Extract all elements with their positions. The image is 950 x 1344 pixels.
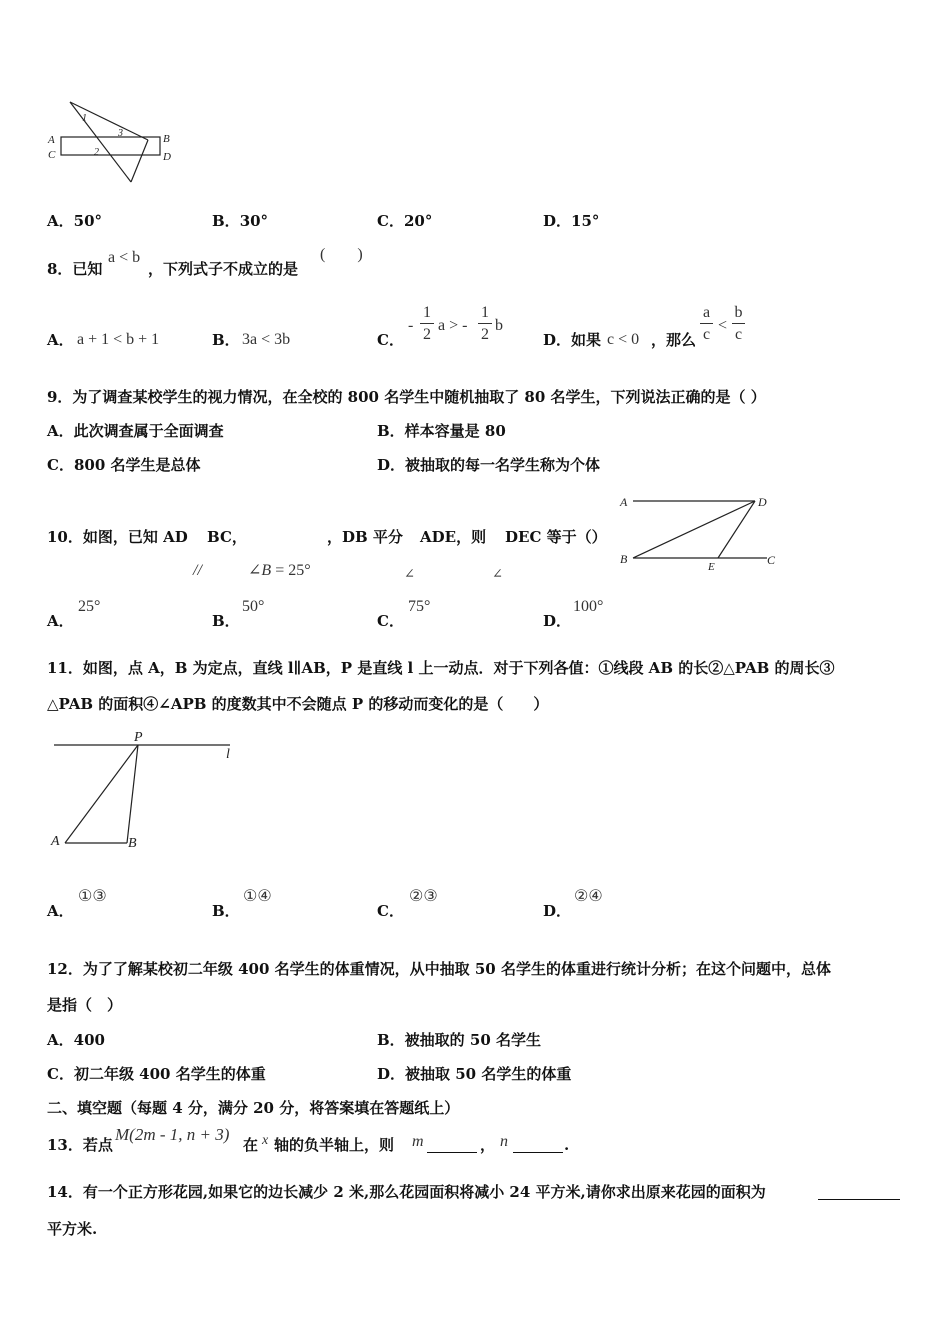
q7-label-2: 2 bbox=[94, 147, 99, 158]
q10-figure bbox=[617, 490, 787, 575]
q10-stem-e: DEC 等于（） bbox=[505, 528, 607, 546]
q11-option-c-value: ②③ bbox=[409, 888, 438, 905]
q7-figure bbox=[44, 98, 184, 188]
q10-stem-b: BC， bbox=[207, 528, 247, 546]
q8-option-d-cond: c < 0 bbox=[607, 331, 640, 348]
q8-paren: ( ) bbox=[320, 246, 363, 263]
q8-option-d-frac2: $\frac{b}{c}$ bbox=[732, 305, 745, 343]
q8-option-c-letter: C． bbox=[377, 331, 404, 349]
q8-option-b-letter: B． bbox=[212, 331, 240, 349]
q13-mid: 在 bbox=[243, 1136, 259, 1154]
q7-label-b: B bbox=[163, 133, 170, 145]
q12-option-b: B．被抽取的 50 名学生 bbox=[377, 1031, 541, 1049]
q9-option-d: D．被抽取的每一名学生称为个体 bbox=[377, 456, 601, 474]
q10-label-b: B bbox=[620, 552, 628, 566]
q13-mid2: 轴的负半轴上，则 bbox=[274, 1136, 395, 1154]
q11-option-d-value: ②④ bbox=[574, 888, 603, 905]
q9-stem: 9．为了调查某校学生的视力情况，在全校的 800 名学生中随机抽取了 80 名学生，下列说法正确的是（ ） bbox=[47, 388, 766, 406]
q8-option-d-letter: D．如果 bbox=[543, 331, 602, 349]
q10-option-a-letter: A． bbox=[47, 612, 74, 630]
q11-option-b-letter: B． bbox=[212, 902, 240, 920]
q8-option-d-lt: < bbox=[718, 317, 728, 334]
q13-prefix: 13．若点 bbox=[47, 1136, 113, 1154]
q13-comma: ， bbox=[480, 1136, 496, 1154]
q14-answer-blank[interactable] bbox=[818, 1199, 900, 1200]
q11-option-a-letter: A． bbox=[47, 902, 74, 920]
q9-option-b: B．样本容量是 80 bbox=[377, 422, 506, 440]
q7-option-d: D．15° bbox=[543, 212, 600, 230]
q7-option-c: C．20° bbox=[377, 212, 433, 230]
q11-label-b: B bbox=[128, 836, 137, 851]
q11-label-a: A bbox=[51, 834, 60, 849]
q12-option-a: A．400 bbox=[47, 1031, 105, 1049]
q8-option-a-expr: a + 1 < b + 1 bbox=[77, 331, 160, 348]
q8-option-b-expr: 3a < 3b bbox=[242, 331, 291, 348]
q12-stem-line1: 12．为了了解某校初二年级 400 名学生的体重情况，从中抽取 50 名学生的体重进行统计分析；在这个问题中，总体 bbox=[47, 960, 831, 978]
q10-option-d-letter: D． bbox=[543, 612, 572, 630]
q11-option-a-value: ①③ bbox=[78, 888, 107, 905]
q8-option-d-frac1: $\frac{a}{c}$ bbox=[700, 305, 713, 343]
q7-label-c: C bbox=[48, 149, 56, 161]
q10-option-d-value: 100° bbox=[573, 598, 604, 615]
q11-option-d-letter: D． bbox=[543, 902, 572, 920]
q10-option-c-value: 75° bbox=[408, 598, 431, 615]
q7-option-b: B．30° bbox=[212, 212, 269, 230]
q11-stem-line1: 11．如图，点 A，B 为定点，直线 l∥AB，P 是直线 l 上一动点．对于下列各值：①线段 AB 的长②△PAB 的周长③ bbox=[47, 659, 835, 677]
q12-option-c: C．初二年级 400 名学生的体重 bbox=[47, 1065, 266, 1083]
q13-axis-var: x bbox=[262, 1133, 269, 1148]
q10-stem-d: ADE，则 bbox=[420, 528, 487, 546]
q7-label-d: D bbox=[163, 151, 171, 163]
q10-stem-c: ，DB 平分 bbox=[327, 528, 403, 546]
q13-blank-n[interactable] bbox=[513, 1152, 563, 1153]
q8-option-c-minus: - bbox=[408, 317, 414, 334]
q11-option-b-value: ①④ bbox=[243, 888, 272, 905]
q10-angle-sign-1: ∠ bbox=[404, 566, 415, 581]
q14-stem-line1: 14．有一个正方形花园,如果它的边长减少 2 米,那么花园面积将减小 24 平方米,请你求出原来花园的面积为 bbox=[47, 1183, 766, 1201]
q7-option-a: A．50° bbox=[47, 212, 103, 230]
q11-label-l: l bbox=[226, 747, 230, 762]
q10-option-a-value: 25° bbox=[78, 598, 101, 615]
q7-label-1: 1 bbox=[82, 113, 87, 124]
q11-option-c-letter: C． bbox=[377, 902, 404, 920]
q10-label-e: E bbox=[708, 561, 715, 573]
q10-option-c-letter: C． bbox=[377, 612, 404, 630]
q8-option-c-frac1: $\frac{1}{2}$ bbox=[420, 305, 434, 343]
q10-angle-b: ∠B = 25° bbox=[248, 562, 311, 579]
q12-stem-line2: 是指（ ） bbox=[47, 996, 123, 1014]
q9-option-a: A．此次调查属于全面调查 bbox=[47, 422, 224, 440]
q11-figure bbox=[46, 727, 246, 857]
section-title: 二、填空题（每题 4 分，满分 20 分，将答案填在答题纸上） bbox=[47, 1099, 460, 1117]
q8-option-c-end: b bbox=[495, 317, 503, 334]
q13-var-n: n bbox=[500, 1133, 508, 1150]
q10-stem-a: 10．如图，已知 AD bbox=[47, 528, 188, 546]
q8-option-a-letter: A． bbox=[47, 331, 74, 349]
q13-var-m: m bbox=[412, 1133, 424, 1150]
q10-angle-sign-2: ∠ bbox=[492, 566, 503, 581]
q11-stem-line2: △PAB 的面积④∠APB 的度数其中不会随点 P 的移动而变化的是（ ） bbox=[47, 695, 549, 713]
q14-stem-line2: 平方米. bbox=[47, 1220, 98, 1238]
q13-end: . bbox=[564, 1136, 570, 1154]
q10-label-d: D bbox=[758, 495, 767, 509]
q10-option-b-value: 50° bbox=[242, 598, 265, 615]
q12-option-d: D．被抽取 50 名学生的体重 bbox=[377, 1065, 572, 1083]
q10-label-a: A bbox=[620, 495, 628, 509]
q8-stem-tail: ，下列式子不成立的是 bbox=[148, 260, 299, 278]
q7-label-a: A bbox=[48, 134, 55, 146]
q9-option-c: C．800 名学生是总体 bbox=[47, 456, 201, 474]
q13-blank-m[interactable] bbox=[427, 1152, 477, 1153]
q8-condition: a < b bbox=[108, 249, 141, 266]
q11-label-p: P bbox=[134, 730, 143, 745]
q8-stem: 8．已知 bbox=[47, 260, 103, 278]
q10-option-b-letter: B． bbox=[212, 612, 240, 630]
q8-option-c-mid: a > - bbox=[438, 317, 468, 334]
q8-option-c-frac2: $\frac{1}{2}$ bbox=[478, 305, 492, 343]
q13-point: M(2m - 1, n + 3) bbox=[115, 1125, 230, 1144]
q10-label-c: C bbox=[767, 553, 776, 567]
q7-label-3: 3 bbox=[118, 128, 123, 139]
q10-parallel-sign: // bbox=[193, 562, 202, 579]
q8-option-d-then: ，那么 bbox=[651, 331, 697, 349]
